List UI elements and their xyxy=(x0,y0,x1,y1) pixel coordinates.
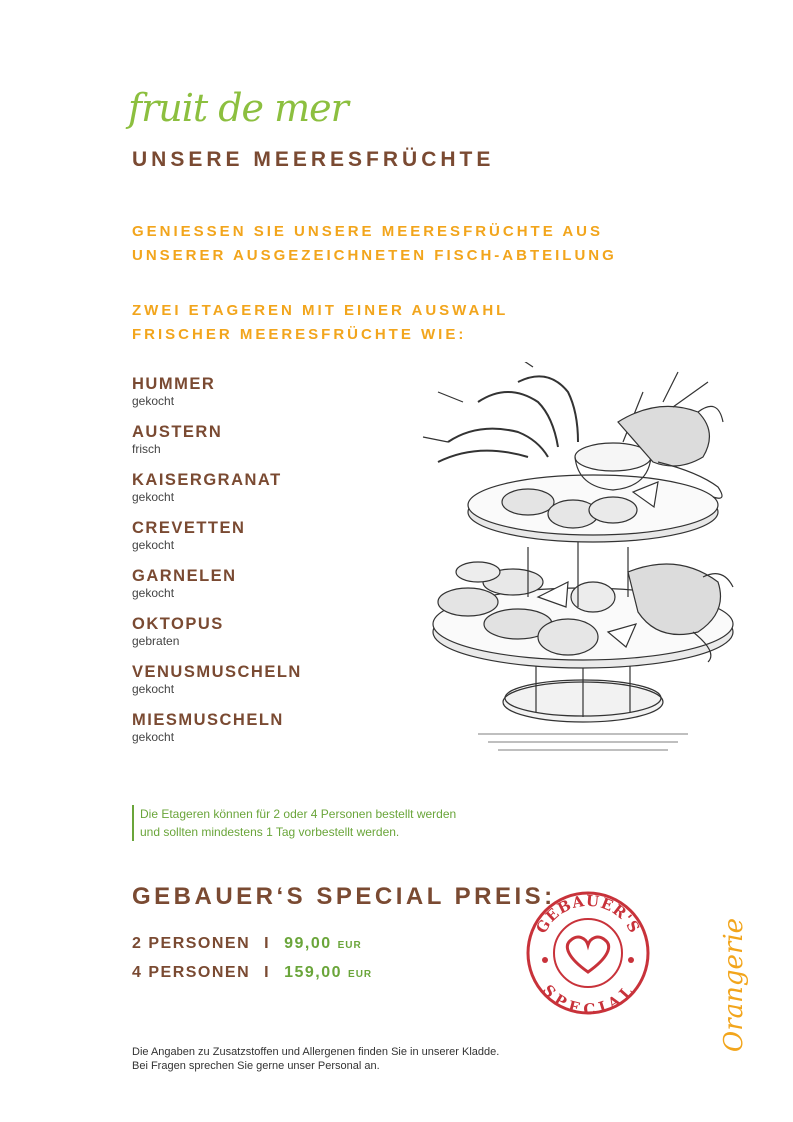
order-note xyxy=(132,805,456,841)
note-line-1: Die Etageren können für 2 oder 4 Personen bestellt werden xyxy=(140,807,457,821)
item-desc: gekocht xyxy=(132,586,175,600)
footer-note xyxy=(132,1045,499,1073)
currency: EUR xyxy=(348,969,373,980)
special-title: GEBAUER‘S SPECIAL PREIS: xyxy=(132,883,556,910)
footer-line-2: Bei Fragen sprechen Sie gerne unser Personal an. xyxy=(132,1060,380,1072)
list-item xyxy=(132,710,284,745)
item-name: HUMMER xyxy=(132,375,216,393)
list-item xyxy=(132,518,245,553)
price-value: 159,00 xyxy=(284,964,343,981)
heart-icon xyxy=(567,937,608,972)
seafood-etagere-illustration xyxy=(418,362,738,772)
persons-label: 4 PERSONEN xyxy=(132,964,251,981)
list-item xyxy=(132,374,215,409)
price-value: 99,00 xyxy=(284,935,332,952)
brand-logo xyxy=(716,905,749,1065)
item-desc: gekocht xyxy=(132,730,175,744)
separator: I xyxy=(264,935,271,952)
item-desc: frisch xyxy=(132,442,161,456)
note-line-2: und sollten mindestens 1 Tag vorbestellt werden. xyxy=(140,825,400,839)
svg-text:GEBAUER'S xyxy=(532,892,644,937)
currency: EUR xyxy=(337,940,362,951)
list-item xyxy=(132,662,302,697)
intro-line-1: GENIESSEN SIE UNSERE MEERESFRÜCHTE AUS xyxy=(132,223,604,240)
item-name: CREVETTEN xyxy=(132,519,246,537)
footer-line-1: Die Angaben zu Zusatzstoffen und Allergenen finden Sie in unserer Kladde. xyxy=(132,1046,500,1058)
item-name: OKTOPUS xyxy=(132,615,224,633)
stamp-bottom-text: SPECIAL xyxy=(538,981,638,1018)
item-desc: gebraten xyxy=(132,634,180,648)
item-name: AUSTERN xyxy=(132,423,223,441)
intro-line-2: UNSERER AUSGEZEICHNETEN FISCH-ABTEILUNG xyxy=(132,247,617,264)
page-title: UNSERE MEERESFRÜCHTE xyxy=(132,148,495,171)
item-name: VENUSMUSCHELN xyxy=(132,663,302,681)
gebauers-special-stamp xyxy=(523,888,653,1018)
item-desc: gekocht xyxy=(132,538,175,552)
item-desc: gekocht xyxy=(132,490,175,504)
separator: I xyxy=(264,964,271,981)
list-item xyxy=(132,566,237,601)
script-title: fruit de mer xyxy=(128,86,348,130)
item-name: GARNELEN xyxy=(132,567,237,585)
stamp-top-text: GEBAUER'S xyxy=(532,891,644,937)
list-item xyxy=(132,614,224,649)
price-row-2 xyxy=(132,935,362,953)
item-desc: gekocht xyxy=(132,682,175,696)
persons-label: 2 PERSONEN xyxy=(132,935,251,952)
intro-line-4: FRISCHER MEERESFRÜCHTE WIE: xyxy=(132,326,467,343)
brand-name: Orangerie xyxy=(719,917,749,1053)
list-item xyxy=(132,470,282,505)
item-name: MIESMUSCHELN xyxy=(132,711,284,729)
item-name: KAISERGRANAT xyxy=(132,471,282,489)
price-row-4 xyxy=(132,964,372,982)
intro-line-3: ZWEI ETAGEREN MIT EINER AUSWAHL xyxy=(132,302,509,319)
item-desc: gekocht xyxy=(132,394,175,408)
list-item xyxy=(132,422,222,457)
